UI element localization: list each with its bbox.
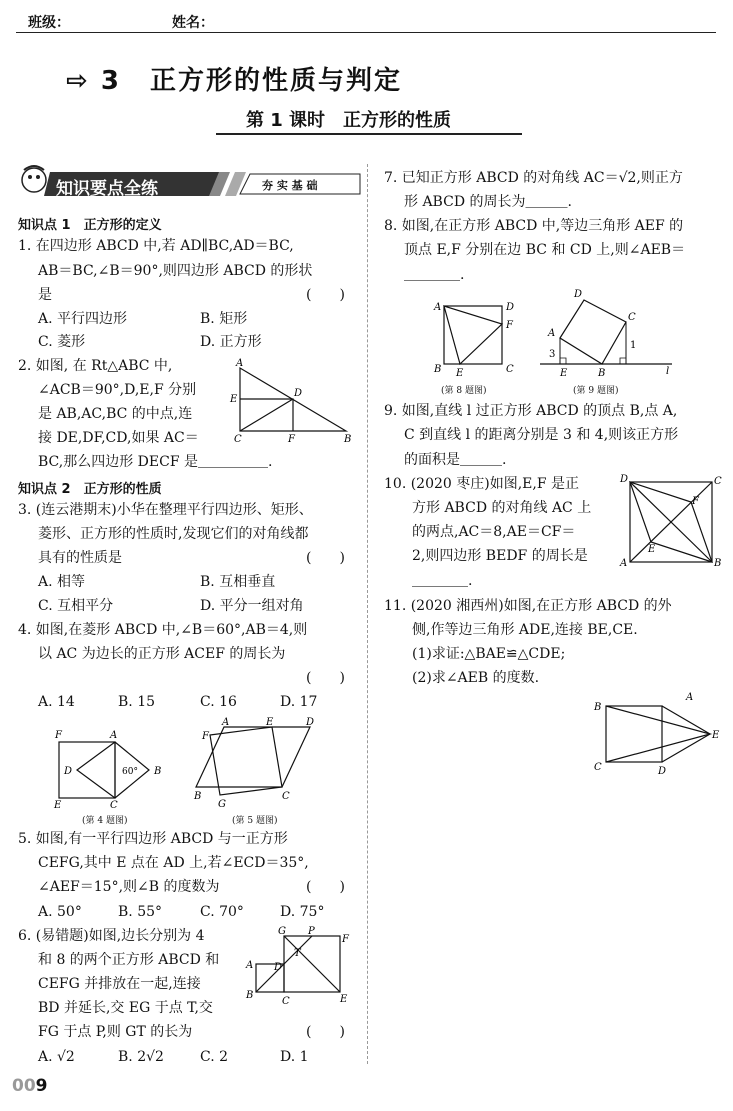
section-title-text: 正方形的性质与判定 (150, 66, 403, 96)
q6-option-b: B. 2√2 (118, 1049, 164, 1065)
q6-option-a: A. √2 (38, 1049, 75, 1065)
svg-text:B: B (154, 766, 162, 777)
q4-line2: 以 AC 为边长的正方形 ACEF 的周长为 (38, 646, 286, 662)
q6-option-d: D. 1 (280, 1049, 309, 1065)
section-banner (14, 164, 360, 198)
q6-line1: 6. (易错题)如图,边长分别为 4 (18, 928, 205, 944)
q5-line2: CEFG,其中 E 点在 AD 上,若∠ECD＝35°, (38, 855, 309, 871)
q10-line1: 10. (2020 枣庄)如图,E,F 是正 (384, 476, 580, 492)
svg-text:B: B (344, 434, 352, 445)
svg-text:C: C (594, 762, 602, 773)
svg-text:E: E (266, 717, 274, 728)
name-label: 姓名： (172, 15, 214, 31)
q1-line3: 是 (38, 287, 52, 303)
column-divider (367, 164, 368, 1064)
q6-line3: CEFG 并排放在一起,连接 (38, 976, 201, 992)
q10-line5: ＿＿＿＿. (412, 573, 473, 589)
svg-text:C: C (628, 312, 636, 323)
svg-text:E: E (560, 368, 568, 379)
subtitle-rule (216, 133, 522, 135)
knowledge-point-1: 知识点 1 正方形的定义 (18, 218, 162, 233)
q5-option-a: A. 50° (38, 904, 82, 920)
svg-text:A: A (110, 730, 118, 741)
q2-line2: ∠ACB＝90°,D,E,F 分别 (38, 382, 197, 398)
svg-text:D: D (64, 766, 73, 777)
page-number-digit: 9 (35, 1076, 48, 1096)
arrow-icon: ⇨ (66, 66, 90, 96)
q3-answer-paren: ( ) (306, 550, 345, 566)
mascot-icon (22, 168, 46, 192)
svg-text:A: A (548, 328, 556, 339)
banner-title: 知识要点全练 (56, 179, 158, 199)
q11-figure (588, 692, 724, 776)
svg-text:A: A (246, 960, 254, 971)
section-number: 3 (100, 66, 121, 96)
q4-figure (50, 728, 168, 810)
svg-text:B: B (434, 364, 442, 375)
q5-option-d: D. 75° (280, 904, 325, 920)
q6-answer-paren: ( ) (306, 1024, 345, 1040)
q9-line1: 9. 如图,直线 l 过正方形 ABCD 的顶点 B,点 A, (384, 403, 678, 419)
q7-line2: 形 ABCD 的周长为＿＿＿. (404, 194, 572, 210)
q5-line1: 5. 如图,有一平行四边形 ABCD 与一正方形 (18, 831, 288, 847)
svg-text:F: F (692, 496, 699, 507)
page-number-prefix: 00 (12, 1076, 36, 1096)
knowledge-point-2: 知识点 2 正方形的性质 (18, 482, 162, 497)
svg-text:C: C (234, 434, 242, 445)
svg-text:C: C (714, 476, 722, 487)
q9-line3: 的面积是＿＿＿. (404, 452, 507, 468)
q1-option-b: B. 矩形 (200, 311, 248, 327)
svg-text:D: D (274, 962, 283, 973)
q1-answer-paren: ( ) (306, 287, 345, 303)
svg-text:E: E (456, 368, 464, 379)
mascot-eye-left (28, 175, 32, 179)
svg-text:D: D (620, 474, 629, 485)
q5-line3: ∠AEF＝15°,则∠B 的度数为 (38, 879, 220, 895)
q10-line4: 2,则四边形 BEDF 的周长是 (412, 548, 588, 564)
svg-text:l: l (666, 366, 670, 377)
svg-text:F: F (342, 934, 349, 945)
lesson-subtitle: 第 1 课时 正方形的性质 (246, 110, 452, 131)
svg-text:F: F (55, 730, 62, 741)
svg-text:D: D (574, 289, 583, 300)
q10-line2: 方形 ABCD 的对角线 AC 上 (412, 500, 592, 516)
svg-text:E: E (340, 994, 348, 1005)
svg-text:E: E (712, 730, 720, 741)
q6-line5: FG 于点 P,则 GT 的长为 (38, 1024, 193, 1040)
q11-line4: (2)求∠AEB 的度数. (412, 670, 540, 686)
q8-figure-caption: (第 8 题图) (441, 386, 487, 396)
svg-text:F: F (288, 434, 295, 445)
svg-text:G: G (218, 799, 226, 810)
svg-text:C: C (282, 996, 290, 1007)
q4-answer-paren: ( ) (306, 670, 345, 686)
q5-option-b: B. 55° (118, 904, 163, 920)
svg-text:E: E (648, 544, 656, 555)
svg-text:G: G (278, 926, 286, 937)
q9-figure (540, 288, 680, 378)
q4-line1: 4. 如图,在菱形 ABCD 中,∠B＝60°,AB＝4,则 (18, 622, 308, 638)
q6-line2: 和 8 的两个正方形 ABCD 和 (38, 952, 220, 968)
svg-text:E: E (54, 800, 62, 811)
q5-option-c: C. 70° (200, 904, 244, 920)
svg-text:D: D (306, 717, 315, 728)
svg-text:A: A (434, 302, 442, 313)
svg-text:A: A (620, 558, 628, 569)
q4-option-b: B. 15 (118, 694, 156, 710)
q11-line3: (1)求证:△BAE≌△CDE; (412, 646, 566, 662)
q10-line3: 的两点,AC＝8,AE＝CF＝ (412, 524, 576, 540)
q6-line4: BD 并延长,交 EG 于点 T,交 (38, 1000, 213, 1016)
q1-option-c: C. 菱形 (38, 334, 86, 350)
q8-line2: 顶点 E,F 分别在边 BC 和 CD 上,则∠AEB＝ (404, 242, 686, 258)
q3-line1: 3. (连云港期末)小华在整理平行四边形、矩形、 (18, 502, 313, 518)
svg-text:A: A (236, 358, 244, 369)
svg-text:B: B (246, 990, 254, 1001)
q8-line3: ＿＿＿＿. (404, 267, 465, 283)
q8-figure (430, 296, 520, 378)
q9-line2: C 到直线 l 的距离分别是 3 和 4,则该正方形 (404, 427, 679, 443)
q4-option-a: A. 14 (38, 694, 75, 710)
q3-option-a: A. 相等 (38, 574, 86, 590)
q11-line1: 11. (2020 湘西州)如图,在正方形 ABCD 的外 (384, 598, 672, 614)
q4-option-d: D. 17 (280, 694, 318, 710)
q2-line5: BC,那么四边形 DECF 是＿＿＿＿＿. (38, 454, 273, 470)
q1-line1: 1. 在四边形 ABCD 中,若 AD∥BC,AD＝BC, (18, 238, 294, 254)
banner-tag: 夯 实 基 础 (262, 179, 318, 192)
class-label: 班级： (28, 15, 70, 31)
svg-text:F: F (202, 731, 209, 742)
q4-figure-caption: (第 4 题图) (82, 816, 128, 826)
svg-text:C: C (506, 364, 514, 375)
svg-text:E: E (230, 394, 238, 405)
svg-text:B: B (598, 368, 606, 379)
q3-option-c: C. 互相平分 (38, 598, 114, 614)
q2-line4: 接 DE,DF,CD,如果 AC＝ (38, 430, 199, 446)
header-rule (16, 32, 716, 33)
svg-text:C: C (282, 791, 290, 802)
q1-option-a: A. 平行四边形 (38, 311, 128, 327)
mascot-eye-right (36, 175, 40, 179)
q10-figure (618, 474, 724, 569)
svg-text:D: D (294, 388, 303, 399)
svg-text:F: F (506, 320, 513, 331)
q2-figure (228, 358, 354, 444)
q11-line2: 侧,作等边三角形 ADE,连接 BE,CE. (412, 622, 638, 638)
svg-text:A: A (222, 717, 230, 728)
svg-text:B: B (194, 791, 202, 802)
q3-option-d: D. 平分一组对角 (200, 598, 304, 614)
page-number (12, 1076, 48, 1096)
q6-option-c: C. 2 (200, 1049, 229, 1065)
q3-line2: 菱形、正方形的性质时,发现它们的对角线都 (38, 526, 309, 542)
q7-line1: 7. 已知正方形 ABCD 的对角线 AC＝√2,则正方 (384, 170, 683, 186)
svg-text:T: T (294, 948, 301, 959)
svg-text:D: D (658, 766, 667, 777)
svg-text:C: C (110, 800, 118, 811)
q1-option-d: D. 正方形 (200, 334, 262, 350)
svg-text:D: D (506, 302, 515, 313)
svg-text:P: P (308, 926, 315, 937)
q3-option-b: B. 互相垂直 (200, 574, 276, 590)
svg-text:3: 3 (549, 349, 556, 360)
svg-text:B: B (594, 702, 602, 713)
q5-figure (194, 715, 324, 811)
section-title (66, 60, 402, 97)
q2-line1: 2. 如图, 在 Rt△ABC 中, (18, 358, 173, 374)
q3-line3: 具有的性质是 (38, 550, 122, 566)
q4-option-c: C. 16 (200, 694, 237, 710)
q8-line1: 8. 如图,在正方形 ABCD 中,等边三角形 AEF 的 (384, 218, 684, 234)
svg-text:1: 1 (630, 340, 637, 351)
q2-line3: 是 AB,AC,BC 的中点,连 (38, 406, 193, 422)
q5-answer-paren: ( ) (306, 879, 345, 895)
svg-text:B: B (714, 558, 722, 569)
q5-figure-caption: (第 5 题图) (232, 816, 278, 826)
svg-text:60°: 60° (122, 767, 138, 777)
svg-text:A: A (686, 692, 694, 703)
q9-figure-caption: (第 9 题图) (573, 386, 619, 396)
q6-figure (244, 926, 354, 1010)
q1-line2: AB＝BC,∠B＝90°,则四边形 ABCD 的形状 (38, 263, 313, 279)
